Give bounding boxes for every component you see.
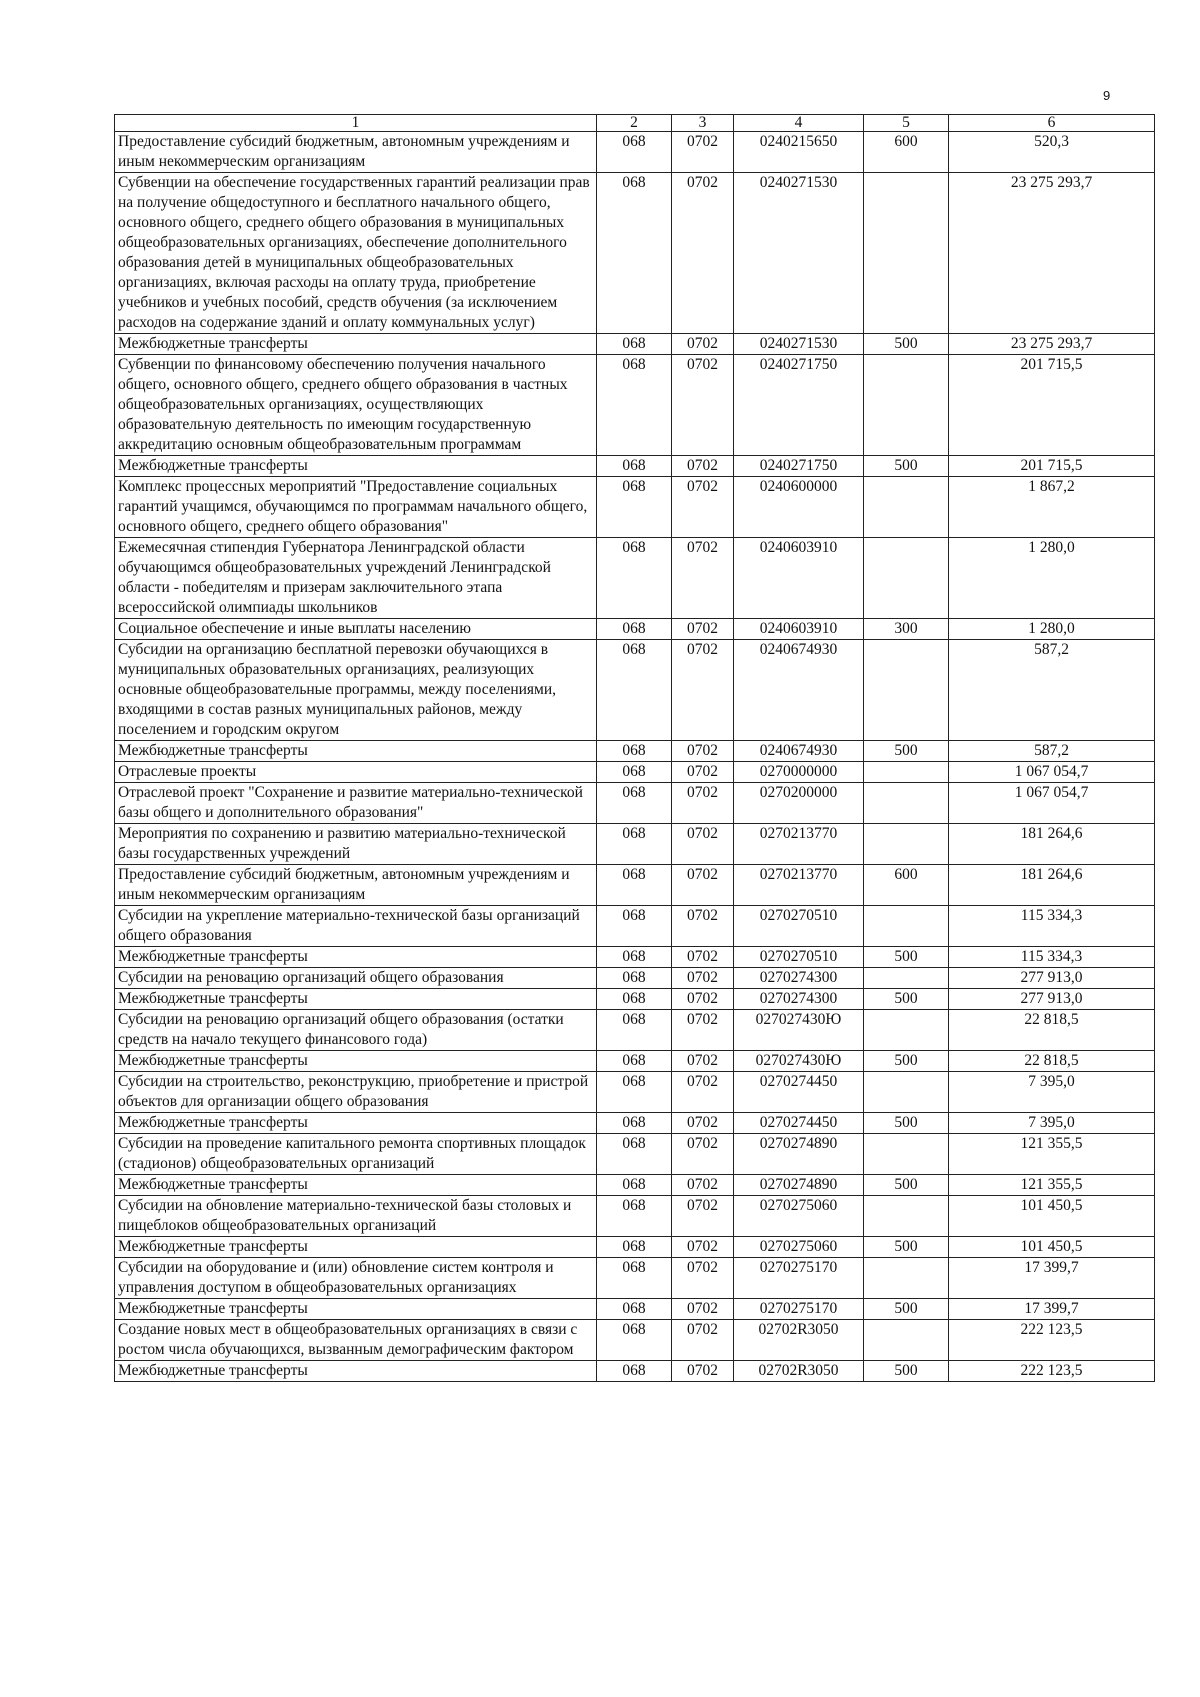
row-name: Социальное обеспечение и иные выплаты населению (115, 619, 597, 640)
row-expense-type (864, 477, 949, 538)
table-row (115, 989, 1155, 1010)
row-expense-type (864, 538, 949, 619)
row-grbs-code: 068 (597, 783, 672, 824)
row-amount: 22 818,5 (949, 1010, 1155, 1051)
row-amount: 17 399,7 (949, 1299, 1155, 1320)
row-amount: 201 715,5 (949, 355, 1155, 456)
row-section-code: 0702 (672, 1299, 734, 1320)
row-section-code: 0702 (672, 947, 734, 968)
row-amount: 1 280,0 (949, 619, 1155, 640)
row-section-code: 0702 (672, 1134, 734, 1175)
row-section-code: 0702 (672, 906, 734, 947)
row-expense-type (864, 762, 949, 783)
row-target-code: 0240674930 (734, 640, 864, 741)
row-name: Отраслевой проект "Сохранение и развитие материально-технической базы общего и дополнительного образования" (115, 783, 597, 824)
row-name: Субвенции на обеспечение государственных гарантий реализации прав на получение общедоступного и бесплатного начального общего, основного общего, среднего общего образования в муниципальных общеобразовательных организациях, обеспечение дополнительного образования детей в муниципальных общеобразовательных организациях, включая расходы на оплату труда, приобретение учебников и учебных пособий, средств обучения (за исключением расходов на содержание зданий и оплату коммунальных услуг) (115, 173, 597, 334)
row-target-code: 0240600000 (734, 477, 864, 538)
row-name: Мероприятия по сохранению и развитию материально-технической базы государственных учреждений (115, 824, 597, 865)
row-name: Субсидии на строительство, реконструкцию, приобретение и пристрой объектов для организации общего образования (115, 1072, 597, 1113)
row-target-code: 0240271530 (734, 334, 864, 355)
row-name: Субвенции по финансовому обеспечению получения начального общего, основного общего, среднего общего образования в частных общеобразовательных организациях, осуществляющих образовательную деятельность по имеющим государственную аккредитацию основным общеобразовательным программам (115, 355, 597, 456)
row-target-code: 0270274300 (734, 968, 864, 989)
row-target-code: 0240603910 (734, 538, 864, 619)
table-row (115, 947, 1155, 968)
row-name: Межбюджетные трансферты (115, 456, 597, 477)
row-grbs-code: 068 (597, 640, 672, 741)
row-name: Субсидии на обновление материально-технической базы столовых и пищеблоков общеобразовательных организаций (115, 1196, 597, 1237)
row-name: Комплекс процессных мероприятий "Предоставление социальных гарантий учащимся, обучающимся по программам начального общего, основного общего, среднего общего образования" (115, 477, 597, 538)
row-expense-type: 500 (864, 1175, 949, 1196)
row-target-code: 0270213770 (734, 865, 864, 906)
row-amount: 222 123,5 (949, 1320, 1155, 1361)
row-amount: 115 334,3 (949, 906, 1155, 947)
row-target-code: 0270000000 (734, 762, 864, 783)
row-amount: 23 275 293,7 (949, 173, 1155, 334)
row-grbs-code: 068 (597, 762, 672, 783)
row-expense-type (864, 906, 949, 947)
row-amount: 277 913,0 (949, 989, 1155, 1010)
table-row (115, 1113, 1155, 1134)
row-target-code: 0240215650 (734, 132, 864, 173)
row-section-code: 0702 (672, 456, 734, 477)
row-grbs-code: 068 (597, 1237, 672, 1258)
table-row (115, 477, 1155, 538)
row-grbs-code: 068 (597, 824, 672, 865)
row-expense-type: 600 (864, 132, 949, 173)
row-expense-type (864, 640, 949, 741)
row-amount: 587,2 (949, 640, 1155, 741)
header-col-6: 6 (949, 115, 1155, 132)
row-name: Межбюджетные трансферты (115, 1237, 597, 1258)
row-target-code: 0270270510 (734, 947, 864, 968)
row-amount: 115 334,3 (949, 947, 1155, 968)
row-grbs-code: 068 (597, 1134, 672, 1175)
row-amount: 1 280,0 (949, 538, 1155, 619)
row-target-code: 0240271530 (734, 173, 864, 334)
row-grbs-code: 068 (597, 1320, 672, 1361)
row-amount: 121 355,5 (949, 1175, 1155, 1196)
row-section-code: 0702 (672, 640, 734, 741)
table-row (115, 762, 1155, 783)
row-section-code: 0702 (672, 1010, 734, 1051)
row-target-code: 0240674930 (734, 741, 864, 762)
row-target-code: 0270274300 (734, 989, 864, 1010)
row-amount: 587,2 (949, 741, 1155, 762)
row-expense-type (864, 783, 949, 824)
page-number: 9 (1103, 88, 1111, 103)
row-amount: 121 355,5 (949, 1134, 1155, 1175)
row-expense-type (864, 355, 949, 456)
row-expense-type: 500 (864, 1299, 949, 1320)
table-row (115, 1072, 1155, 1113)
row-name: Субсидии на организацию бесплатной перевозки обучающихся в муниципальных образовательных организациях, реализующих основные общеобразовательные программы, между поселениями, входящими в состав разных муниципальных районов, между поселением и городским округом (115, 640, 597, 741)
header-col-2: 2 (597, 115, 672, 132)
row-amount: 181 264,6 (949, 824, 1155, 865)
table-row (115, 1237, 1155, 1258)
row-target-code: 0270275170 (734, 1299, 864, 1320)
table-row (115, 640, 1155, 741)
table-row (115, 132, 1155, 173)
row-expense-type: 500 (864, 1361, 949, 1382)
header-col-1: 1 (115, 115, 597, 132)
row-expense-type: 500 (864, 456, 949, 477)
table-row (115, 824, 1155, 865)
row-grbs-code: 068 (597, 947, 672, 968)
row-section-code: 0702 (672, 1113, 734, 1134)
row-expense-type (864, 1258, 949, 1299)
row-section-code: 0702 (672, 741, 734, 762)
header-col-4: 4 (734, 115, 864, 132)
row-target-code: 027027430Ю (734, 1010, 864, 1051)
row-target-code: 0270275060 (734, 1237, 864, 1258)
table-row (115, 334, 1155, 355)
row-grbs-code: 068 (597, 1072, 672, 1113)
row-grbs-code: 068 (597, 456, 672, 477)
row-name: Межбюджетные трансферты (115, 1051, 597, 1072)
row-amount: 520,3 (949, 132, 1155, 173)
row-amount: 7 395,0 (949, 1113, 1155, 1134)
row-amount: 23 275 293,7 (949, 334, 1155, 355)
row-name: Межбюджетные трансферты (115, 334, 597, 355)
row-section-code: 0702 (672, 1361, 734, 1382)
row-grbs-code: 068 (597, 1258, 672, 1299)
row-expense-type: 600 (864, 865, 949, 906)
table-row (115, 1134, 1155, 1175)
row-grbs-code: 068 (597, 538, 672, 619)
table-row (115, 1320, 1155, 1361)
row-amount: 101 450,5 (949, 1237, 1155, 1258)
row-amount: 222 123,5 (949, 1361, 1155, 1382)
table-row (115, 1361, 1155, 1382)
table-row (115, 906, 1155, 947)
row-expense-type: 500 (864, 989, 949, 1010)
table-row (115, 456, 1155, 477)
row-section-code: 0702 (672, 1237, 734, 1258)
row-name: Межбюджетные трансферты (115, 1361, 597, 1382)
row-amount: 22 818,5 (949, 1051, 1155, 1072)
row-section-code: 0702 (672, 1051, 734, 1072)
row-expense-type (864, 968, 949, 989)
row-name: Субсидии на укрепление материально-технической базы организаций общего образования (115, 906, 597, 947)
row-target-code: 0240603910 (734, 619, 864, 640)
row-name: Субсидии на реновацию организаций общего образования (115, 968, 597, 989)
row-target-code: 0270213770 (734, 824, 864, 865)
table-row (115, 355, 1155, 456)
row-grbs-code: 068 (597, 477, 672, 538)
row-expense-type: 500 (864, 1113, 949, 1134)
row-expense-type (864, 1196, 949, 1237)
row-section-code: 0702 (672, 355, 734, 456)
row-section-code: 0702 (672, 619, 734, 640)
table-row (115, 783, 1155, 824)
row-section-code: 0702 (672, 1320, 734, 1361)
row-target-code: 02702R3050 (734, 1361, 864, 1382)
row-amount: 1 067 054,7 (949, 762, 1155, 783)
row-section-code: 0702 (672, 1196, 734, 1237)
row-name: Ежемесячная стипендия Губернатора Ленинградской области обучающимся общеобразовательных учреждений Ленинградской области - победителям и призерам заключительного этапа всероссийской олимпиады школьников (115, 538, 597, 619)
table-row (115, 173, 1155, 334)
row-target-code: 0270274890 (734, 1175, 864, 1196)
row-section-code: 0702 (672, 173, 734, 334)
row-section-code: 0702 (672, 132, 734, 173)
row-grbs-code: 068 (597, 132, 672, 173)
table-row (115, 1258, 1155, 1299)
row-section-code: 0702 (672, 762, 734, 783)
row-target-code: 0270274450 (734, 1113, 864, 1134)
row-grbs-code: 068 (597, 334, 672, 355)
row-expense-type: 500 (864, 1051, 949, 1072)
row-target-code: 0270275060 (734, 1196, 864, 1237)
row-section-code: 0702 (672, 968, 734, 989)
row-section-code: 0702 (672, 824, 734, 865)
row-amount: 1 867,2 (949, 477, 1155, 538)
table-row (115, 1196, 1155, 1237)
header-col-5: 5 (864, 115, 949, 132)
row-amount: 201 715,5 (949, 456, 1155, 477)
row-target-code: 0270275170 (734, 1258, 864, 1299)
row-grbs-code: 068 (597, 989, 672, 1010)
row-target-code: 027027430Ю (734, 1051, 864, 1072)
row-section-code: 0702 (672, 334, 734, 355)
row-section-code: 0702 (672, 989, 734, 1010)
row-grbs-code: 068 (597, 1361, 672, 1382)
row-name: Межбюджетные трансферты (115, 989, 597, 1010)
table-row (115, 538, 1155, 619)
table-row (115, 865, 1155, 906)
row-amount: 1 067 054,7 (949, 783, 1155, 824)
row-grbs-code: 068 (597, 1051, 672, 1072)
table-row (115, 619, 1155, 640)
row-expense-type (864, 1072, 949, 1113)
row-grbs-code: 068 (597, 906, 672, 947)
row-grbs-code: 068 (597, 1175, 672, 1196)
row-expense-type: 500 (864, 334, 949, 355)
row-section-code: 0702 (672, 477, 734, 538)
row-name: Предоставление субсидий бюджетным, автономным учреждениям и иным некоммерческим организациям (115, 865, 597, 906)
row-name: Межбюджетные трансферты (115, 1175, 597, 1196)
row-target-code: 02702R3050 (734, 1320, 864, 1361)
row-expense-type (864, 824, 949, 865)
row-name: Предоставление субсидий бюджетным, автономным учреждениям и иным некоммерческим организациям (115, 132, 597, 173)
row-section-code: 0702 (672, 1072, 734, 1113)
row-section-code: 0702 (672, 1175, 734, 1196)
table-row (115, 741, 1155, 762)
row-section-code: 0702 (672, 538, 734, 619)
row-amount: 101 450,5 (949, 1196, 1155, 1237)
row-name: Межбюджетные трансферты (115, 741, 597, 762)
row-grbs-code: 068 (597, 355, 672, 456)
row-target-code: 0270274890 (734, 1134, 864, 1175)
row-amount: 277 913,0 (949, 968, 1155, 989)
row-name: Межбюджетные трансферты (115, 1113, 597, 1134)
header-col-3: 3 (672, 115, 734, 132)
row-name: Субсидии на проведение капитального ремонта спортивных площадок (стадионов) общеобразовательных организаций (115, 1134, 597, 1175)
row-grbs-code: 068 (597, 1299, 672, 1320)
row-grbs-code: 068 (597, 865, 672, 906)
row-grbs-code: 068 (597, 1010, 672, 1051)
row-name: Межбюджетные трансферты (115, 947, 597, 968)
row-name: Создание новых мест в общеобразовательных организациях в связи с ростом числа обучающихся, вызванным демографическим фактором (115, 1320, 597, 1361)
row-grbs-code: 068 (597, 968, 672, 989)
row-expense-type: 300 (864, 619, 949, 640)
row-expense-type (864, 1134, 949, 1175)
row-section-code: 0702 (672, 783, 734, 824)
row-expense-type: 500 (864, 741, 949, 762)
row-name: Субсидии на реновацию организаций общего образования (остатки средств на начало текущего финансового года) (115, 1010, 597, 1051)
row-target-code: 0240271750 (734, 355, 864, 456)
row-expense-type (864, 1320, 949, 1361)
row-expense-type: 500 (864, 1237, 949, 1258)
row-target-code: 0270270510 (734, 906, 864, 947)
row-name: Отраслевые проекты (115, 762, 597, 783)
table-row (115, 968, 1155, 989)
row-target-code: 0240271750 (734, 456, 864, 477)
row-expense-type: 500 (864, 947, 949, 968)
budget-table (114, 114, 1155, 1382)
table-body (115, 132, 1155, 1382)
row-section-code: 0702 (672, 865, 734, 906)
row-target-code: 0270274450 (734, 1072, 864, 1113)
row-expense-type (864, 1010, 949, 1051)
row-amount: 181 264,6 (949, 865, 1155, 906)
row-section-code: 0702 (672, 1258, 734, 1299)
table-row (115, 1010, 1155, 1051)
row-name: Межбюджетные трансферты (115, 1299, 597, 1320)
header-row (115, 115, 1155, 132)
table-row (115, 1299, 1155, 1320)
row-grbs-code: 068 (597, 1113, 672, 1134)
table-row (115, 1175, 1155, 1196)
row-amount: 17 399,7 (949, 1258, 1155, 1299)
row-amount: 7 395,0 (949, 1072, 1155, 1113)
row-grbs-code: 068 (597, 619, 672, 640)
row-name: Субсидии на оборудование и (или) обновление систем контроля и управления доступом в общеобразовательных организациях (115, 1258, 597, 1299)
row-expense-type (864, 173, 949, 334)
table-row (115, 1051, 1155, 1072)
row-target-code: 0270200000 (734, 783, 864, 824)
row-grbs-code: 068 (597, 741, 672, 762)
row-grbs-code: 068 (597, 1196, 672, 1237)
row-grbs-code: 068 (597, 173, 672, 334)
